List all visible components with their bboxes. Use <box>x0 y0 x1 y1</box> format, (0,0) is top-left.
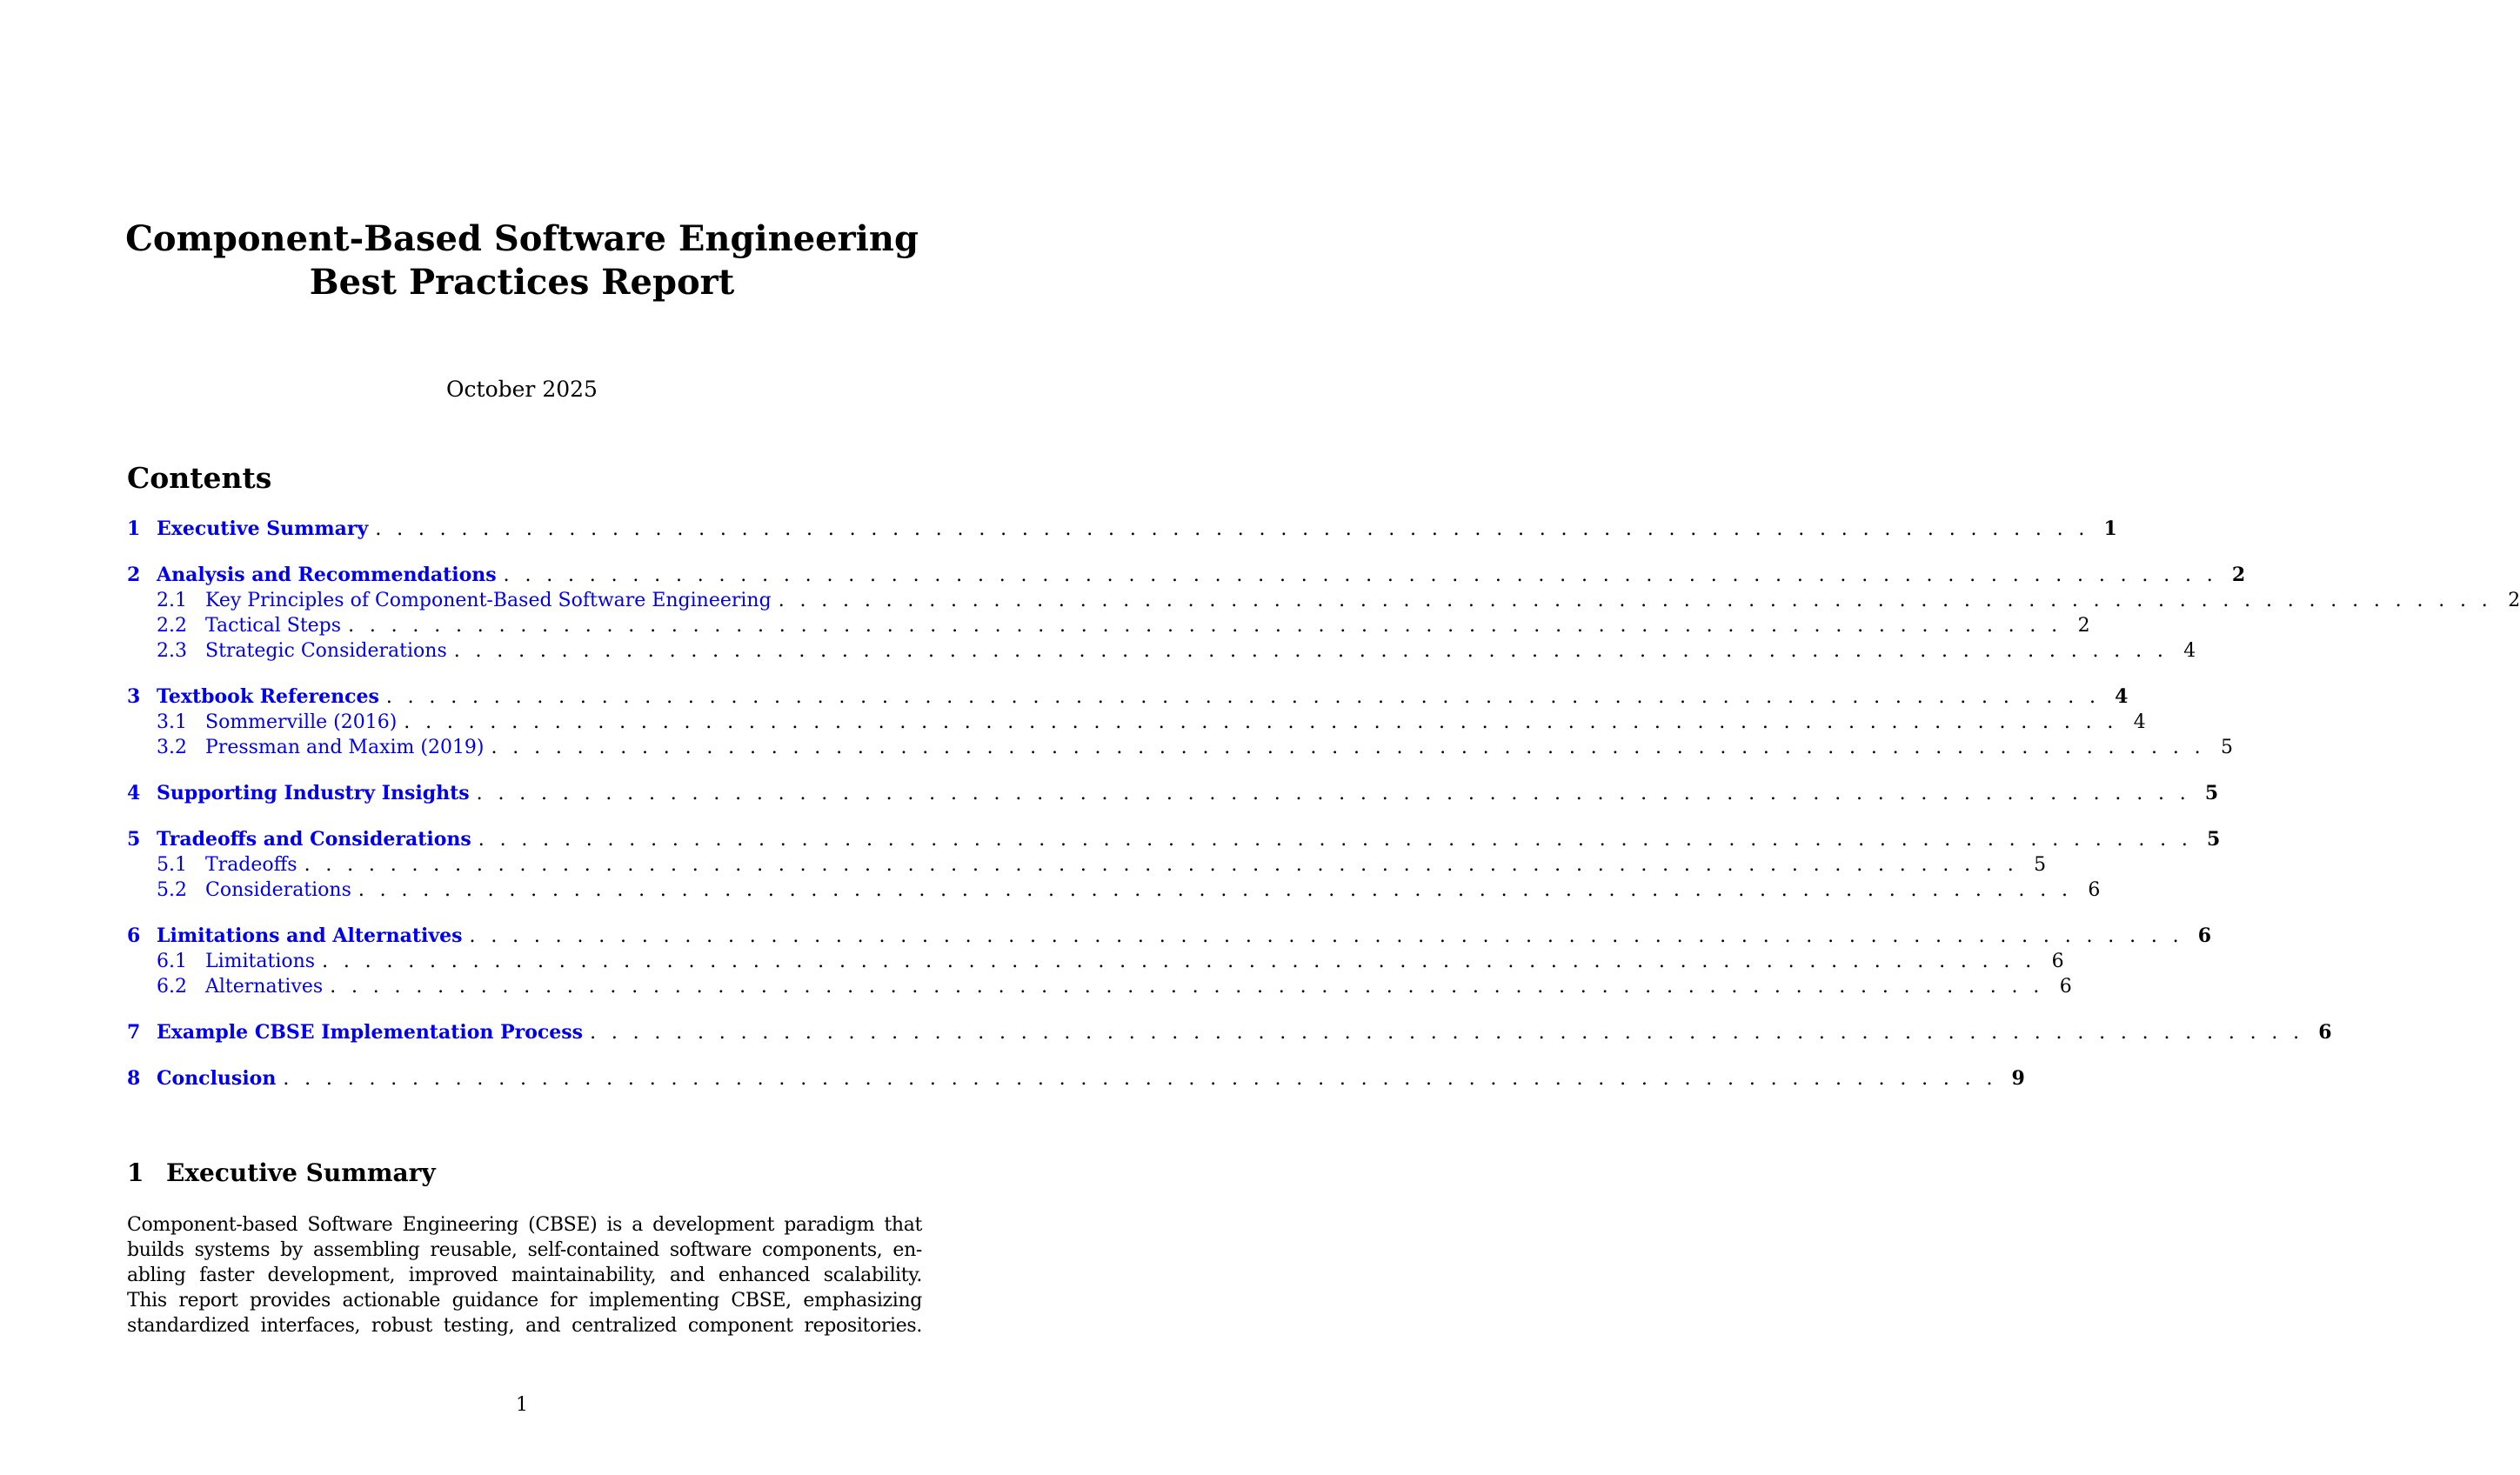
toc-entry[interactable] <box>127 878 2101 903</box>
toc-entry[interactable] <box>127 563 2246 588</box>
toc-dot-leader: . . . . . . . . . . . . . . . . . . . . . . . . . . . . . . . . . . . . . . . . . . . . . . . . . . . . . . . . . . . . . . . . . . . . . . . . . . . . . . . . <box>476 783 2191 804</box>
toc-entry[interactable] <box>127 710 2146 735</box>
toc-entry-number[interactable]: 6.2 <box>157 976 187 998</box>
toc-dot-leader: . . . . . . . . . . . . . . . . . . . . . . . . . . . . . . . . . . . . . . . . . . . . . . . . . . . . . . . . . . . . . . . . . . . . . . . . . . . . . . . . <box>348 615 2062 637</box>
section-number: 1 <box>127 1158 144 1187</box>
toc-entry-link[interactable]: Pressman and Maxim (2019) <box>205 737 485 758</box>
toc-dot-leader: . . . . . . . . . . . . . . . . . . . . . . . . . . . . . . . . . . . . . . . . . . . . . . . . . . . . . . . . . . . . . . . . . . . . . . . . . . . . . . . . <box>375 518 2089 540</box>
toc-entry-link[interactable]: Tactical Steps <box>205 615 342 637</box>
toc-dot-leader: . . . . . . . . . . . . . . . . . . . . . . . . . . . . . . . . . . . . . . . . . . . . . . . . . . . . . . . . . . . . . . . . . . . . . . . . . . . . . . . . <box>404 711 2118 733</box>
toc-dot-leader: . . . . . . . . . . . . . . . . . . . . . . . . . . . . . . . . . . . . . . . . . . . . . . . . . . . . . . . . . . . . . . . . . . . . . . . . . . . . . . . . <box>322 951 2036 972</box>
toc-entry-number[interactable]: 3.1 <box>157 711 187 733</box>
toc-entry-page-number: 2 <box>2077 615 2090 637</box>
title-line-2: Best Practices Report <box>309 262 735 303</box>
toc-entry-page-number: 2 <box>2508 590 2520 611</box>
toc-entry-link[interactable]: Considerations <box>205 879 351 901</box>
toc-entry-number[interactable]: 2.1 <box>157 590 187 611</box>
paragraph-line: builds systems by assembling reusable, self-contained software components, en- <box>127 1239 922 1261</box>
document-title <box>0 217 1044 304</box>
toc-entry[interactable] <box>127 924 2212 949</box>
toc-entry-number[interactable]: 4 <box>127 782 141 804</box>
page-number: 1 <box>516 1394 528 1416</box>
paragraph-line: standardized interfaces, robust testing, and centralized component repositories. <box>127 1315 922 1337</box>
toc-entry-page-number: 5 <box>2034 854 2047 876</box>
toc-entry-number[interactable]: 1 <box>127 517 141 540</box>
toc-entry-page-number: 5 <box>2204 782 2219 804</box>
toc-dot-leader: . . . . . . . . . . . . . . . . . . . . . . . . . . . . . . . . . . . . . . . . . . . . . . . . . . . . . . . . . . . . . . . . . . . . . . . . . . . . . . . . <box>491 737 2206 758</box>
toc-entry-link[interactable]: Tradeoffs <box>205 854 297 876</box>
toc-entry-page-number: 2 <box>2231 564 2246 586</box>
toc-entry-page-number: 6 <box>2051 951 2064 972</box>
toc-dot-leader: . . . . . . . . . . . . . . . . . . . . . . . . . . . . . . . . . . . . . . . . . . . . . . . . . . . . . . . . . . . . . . . . . . . . . . . . . . . . . . . . <box>304 854 2019 876</box>
toc-entry-page-number: 6 <box>2059 976 2072 998</box>
toc-entry-number[interactable]: 3 <box>127 685 141 708</box>
toc-entry-page-number: 9 <box>2011 1067 2025 1090</box>
toc-entry-page-number: 5 <box>2207 828 2221 851</box>
executive-summary-paragraph <box>127 1212 922 1338</box>
toc-dot-leader: . . . . . . . . . . . . . . . . . . . . . . . . . . . . . . . . . . . . . . . . . . . . . . . . . . . . . . . . . . . . . . . . . . . . . . . . . . . . . . . . <box>453 640 2169 662</box>
toc-entry-link[interactable]: Key Principles of Component-Based Software Engineering <box>205 590 772 611</box>
toc-entry-number[interactable]: 2 <box>127 564 141 586</box>
toc-dot-leader: . . . . . . . . . . . . . . . . . . . . . . . . . . . . . . . . . . . . . . . . . . . . . . . . . . . . . . . . . . . . . . . . . . . . . . . . . . . . . . . . <box>469 925 2184 947</box>
toc-entry[interactable] <box>127 949 2064 974</box>
table-of-contents <box>127 517 2520 1091</box>
toc-entry-page-number: 6 <box>2088 879 2101 901</box>
toc-dot-leader: . . . . . . . . . . . . . . . . . . . . . . . . . . . . . . . . . . . . . . . . . . . . . . . . . . . . . . . . . . . . . . . . . . . . . . . . . . . . . . . . <box>385 686 2101 708</box>
toc-entry-number[interactable]: 6 <box>127 924 141 947</box>
toc-entry-number[interactable]: 8 <box>127 1067 141 1090</box>
toc-entry[interactable] <box>127 684 2129 710</box>
toc-entry-number[interactable]: 6.1 <box>157 951 187 972</box>
toc-entry[interactable] <box>127 1066 2025 1091</box>
title-line-1: Component-Based Software Engineering <box>125 218 919 259</box>
toc-entry-page-number: 4 <box>2115 685 2129 708</box>
toc-entry-link[interactable]: Conclusion <box>157 1067 277 1090</box>
toc-entry-page-number: 5 <box>2221 737 2234 758</box>
toc-entry[interactable] <box>127 1020 2332 1045</box>
paragraph-line: Component-based Software Engineering (CBSE) is a development paradigm that <box>127 1214 922 1236</box>
toc-entry-link[interactable]: Limitations <box>205 951 316 972</box>
toc-dot-leader: . . . . . . . . . . . . . . . . . . . . . . . . . . . . . . . . . . . . . . . . . . . . . . . . . . . . . . . . . . . . . . . . . . . . . . . . . . . . . . . . <box>330 976 2044 998</box>
toc-entry[interactable] <box>127 735 2234 760</box>
toc-entry-link[interactable]: Supporting Industry Insights <box>157 782 470 804</box>
toc-dot-leader: . . . . . . . . . . . . . . . . . . . . . . . . . . . . . . . . . . . . . . . . . . . . . . . . . . . . . . . . . . . . . . . . . . . . . . . . . . . . . . . . <box>478 829 2193 851</box>
toc-dot-leader: . . . . . . . . . . . . . . . . . . . . . . . . . . . . . . . . . . . . . . . . . . . . . . . . . . . . . . . . . . . . . . . . . . . . . . . . . . . . . . . . <box>358 879 2073 901</box>
toc-entry[interactable] <box>127 517 2117 542</box>
toc-entry-page-number: 1 <box>2103 517 2117 540</box>
toc-entry-link[interactable]: Textbook References <box>157 685 379 708</box>
paragraph-line: abling faster development, improved maintainability, and enhanced scalability. <box>127 1265 922 1286</box>
toc-entry[interactable] <box>127 852 2047 878</box>
toc-entry-link[interactable]: Limitations and Alternatives <box>157 924 463 947</box>
toc-entry-number[interactable]: 3.2 <box>157 737 187 758</box>
toc-entry-link[interactable]: Example CBSE Implementation Process <box>157 1021 584 1044</box>
toc-entry-link[interactable]: Analysis and Recommendations <box>157 564 497 586</box>
toc-entry-number[interactable]: 5.1 <box>157 854 187 876</box>
toc-entry[interactable] <box>127 974 2072 999</box>
section-heading-executive-summary <box>127 1158 436 1189</box>
toc-entry-link[interactable]: Alternatives <box>205 976 324 998</box>
document-date: October 2025 <box>446 377 598 402</box>
toc-entry-link[interactable]: Executive Summary <box>157 517 369 540</box>
toc-entry-link[interactable]: Strategic Considerations <box>205 640 447 662</box>
toc-entry-number[interactable]: 7 <box>127 1021 141 1044</box>
toc-entry-page-number: 6 <box>2318 1021 2332 1044</box>
toc-dot-leader: . . . . . . . . . . . . . . . . . . . . . . . . . . . . . . . . . . . . . . . . . . . . . . . . . . . . . . . . . . . . . . . . . . . . . . . . . . . . . . . . <box>283 1068 1997 1090</box>
toc-entry[interactable] <box>127 638 2196 664</box>
toc-entry-link[interactable]: Sommerville (2016) <box>205 711 398 733</box>
toc-entry-number[interactable]: 5.2 <box>157 879 187 901</box>
toc-entry-link[interactable]: Tradeoffs and Considerations <box>157 828 471 851</box>
contents-heading: Contents <box>127 461 272 495</box>
section-title: Executive Summary <box>166 1158 436 1187</box>
toc-dot-leader: . . . . . . . . . . . . . . . . . . . . . . . . . . . . . . . . . . . . . . . . . . . . . . . . . . . . . . . . . . . . . . . . . . . . . . . . . . . . . . . . <box>778 590 2493 611</box>
toc-dot-leader: . . . . . . . . . . . . . . . . . . . . . . . . . . . . . . . . . . . . . . . . . . . . . . . . . . . . . . . . . . . . . . . . . . . . . . . . . . . . . . . . <box>503 564 2218 586</box>
toc-entry-page-number: 6 <box>2197 924 2212 947</box>
toc-entry[interactable] <box>127 588 2520 613</box>
paragraph-line: This report provides actionable guidance for implementing CBSE, emphasizing <box>127 1290 922 1311</box>
toc-dot-leader: . . . . . . . . . . . . . . . . . . . . . . . . . . . . . . . . . . . . . . . . . . . . . . . . . . . . . . . . . . . . . . . . . . . . . . . . . . . . . . . . <box>590 1022 2304 1044</box>
toc-entry-number[interactable]: 2.2 <box>157 615 187 637</box>
toc-entry-number[interactable]: 2.3 <box>157 640 187 662</box>
toc-entry-page-number: 4 <box>2133 711 2146 733</box>
toc-entry-page-number: 4 <box>2183 640 2196 662</box>
toc-entry-number[interactable]: 5 <box>127 828 141 851</box>
toc-entry[interactable] <box>127 613 2090 638</box>
toc-entry[interactable] <box>127 827 2221 852</box>
toc-entry[interactable] <box>127 781 2219 806</box>
